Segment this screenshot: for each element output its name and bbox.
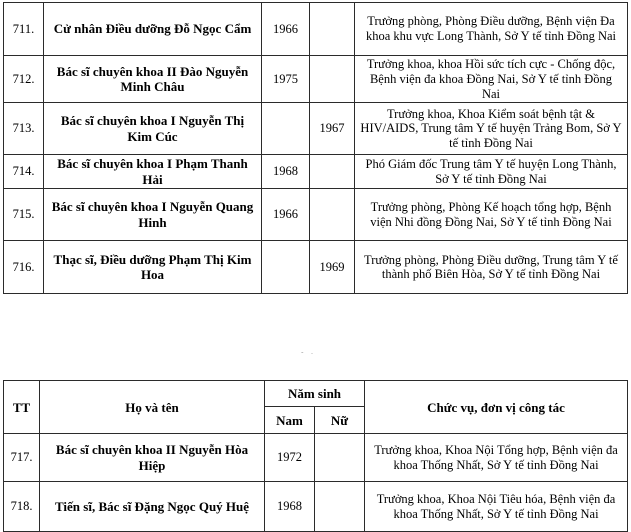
person-name: Bác sĩ chuyên khoa II Đào Nguyễn Minh Châu [44,56,262,103]
person-name: Tiến sĩ, Bác sĩ Đặng Ngọc Quý Huệ [40,482,265,532]
birth-year-female [315,434,365,482]
header-female: Nữ [315,407,365,434]
row-number: 714. [4,155,44,189]
table-row [4,482,628,532]
birth-year-male: 1972 [265,434,315,482]
table-row [4,241,628,294]
birth-year-male: 1966 [262,189,310,241]
birth-year-male: 1968 [265,482,315,532]
position-text: Trưởng khoa, khoa Hồi sức tích cực - Chống độc, Bệnh viện đa khoa Đồng Nai, Sở Y tế tỉnh Đồng Nai [355,56,628,103]
row-number: 716. [4,241,44,294]
header-male: Nam [265,407,315,434]
person-name: Bác sĩ chuyên khoa I Nguyễn Quang Hinh [44,189,262,241]
header-birth-year: Năm sinh [265,381,365,407]
position-text: Trưởng khoa, Khoa Kiểm soát bệnh tật & HIV/AIDS, Trung tâm Y tế huyện Trảng Bom, Sở Y tế tỉnh Đồng Nai [355,103,628,155]
page-break-gap [0,294,631,380]
position-text: Trưởng phòng, Phòng Điều dưỡng, Bệnh viện Đa khoa khu vực Long Thành, Sở Y tế tỉnh Đồng Nai [355,3,628,56]
birth-year-male: 1968 [262,155,310,189]
header-name: Họ và tên [40,381,265,434]
table-row [4,56,628,103]
birth-year-female [310,56,355,103]
person-name: Bác sĩ chuyên khoa II Nguyễn Hòa Hiệp [40,434,265,482]
person-name: Cử nhân Điều dưỡng Đỗ Ngọc Cẩm [44,3,262,56]
birth-year-female [310,155,355,189]
birth-year-female [310,3,355,56]
table-row [4,3,628,56]
table-row [4,155,628,189]
table-row [4,189,628,241]
row-number: 715. [4,189,44,241]
birth-year-female [310,189,355,241]
person-name: Thạc sĩ, Điều dưỡng Phạm Thị Kim Hoa [44,241,262,294]
table-row [4,434,628,482]
position-text: Trưởng khoa, Khoa Nội Tổng hợp, Bệnh viện đa khoa Thống Nhất, Sở Y tế tỉnh Đồng Nai [365,434,628,482]
birth-year-male [262,241,310,294]
row-number: 711. [4,3,44,56]
person-name: Bác sĩ chuyên khoa I Nguyễn Thị Kim Cúc [44,103,262,155]
personnel-table-lower [3,380,628,532]
birth-year-male [262,103,310,155]
header-row [4,381,628,407]
position-text: Trưởng phòng, Phòng Điều dưỡng, Trung tâm Y tế thành phố Biên Hòa, Sở Y tế tỉnh Đồng Nai [355,241,628,294]
document-page [0,2,631,532]
birth-year-female [315,482,365,532]
position-text: Phó Giám đốc Trung tâm Y tế huyện Long Thành, Sở Y tế tỉnh Đồng Nai [355,155,628,189]
table-row [4,103,628,155]
birth-year-female: 1967 [310,103,355,155]
position-text: Trưởng khoa, Khoa Nội Tiêu hóa, Bệnh viện đa khoa Thống Nhất, Sở Y tế tỉnh Đồng Nai [365,482,628,532]
birth-year-male: 1966 [262,3,310,56]
row-number: 713. [4,103,44,155]
birth-year-male: 1975 [262,56,310,103]
person-name: Bác sĩ chuyên khoa I Phạm Thanh Hải [44,155,262,189]
row-number: 718. [4,482,40,532]
birth-year-female: 1969 [310,241,355,294]
personnel-table-upper [3,2,628,294]
header-position: Chức vụ, đơn vị công tác [365,381,628,434]
row-number: 717. [4,434,40,482]
page-number-mark: - . [301,348,316,357]
row-number: 712. [4,56,44,103]
header-tt: TT [4,381,40,434]
position-text: Trưởng phòng, Phòng Kế hoạch tổng hợp, Bệnh viện Nhi đồng Đồng Nai, Sở Y tế tỉnh Đồng Nai [355,189,628,241]
